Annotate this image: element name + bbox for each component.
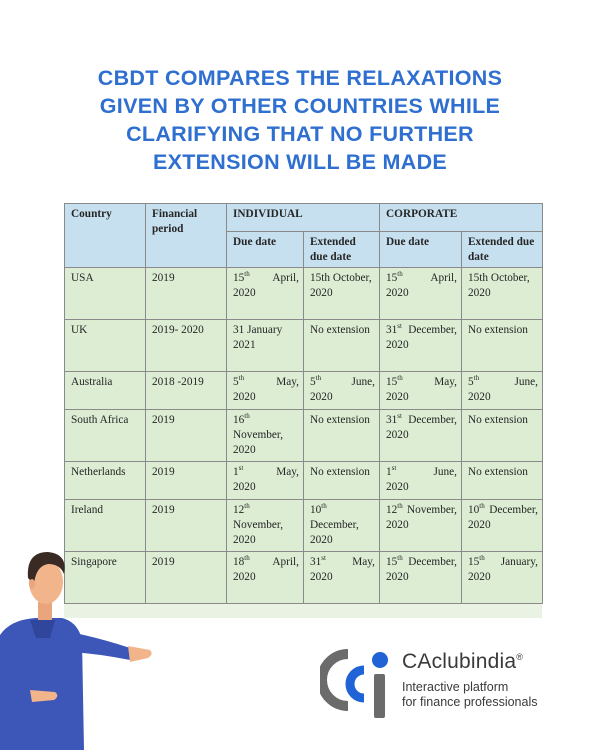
cell-country: Netherlands [65,462,146,500]
date-month: November, [233,429,284,441]
date-line [468,555,538,570]
date-ordinal: th [473,374,480,383]
cell-corporate-due-date [380,372,462,410]
table-row [65,268,543,320]
date-ordinal: th [244,502,250,511]
date-day: 5 [468,376,474,388]
date-line [468,375,538,390]
cell-corporate-due-date [380,552,462,604]
date-month: April, [272,556,299,568]
date-day: 18 [233,556,245,568]
date-day: 10 [310,504,322,516]
brand-tagline-line: for finance professionals [402,695,538,709]
table-row [65,462,543,500]
cell-individual-due-date [227,500,304,552]
date-year: 2020 [233,571,256,583]
date-day: 5 [233,376,239,388]
brand-tagline-line: Interactive platform [402,680,509,694]
cell-individual-due-date [227,552,304,604]
table-row [65,410,543,462]
cell-corporate-due-date [380,500,462,552]
cell-individual-due-date [227,268,304,320]
date-month: May, [434,376,457,388]
date-ordinal: st [397,322,402,331]
headline-line: EXTENSION WILL BE MADE [152,150,448,174]
date-day: 15 [386,376,398,388]
cell-text: No extension [310,324,370,336]
date-month: November, [233,519,284,531]
cell-text: 15th October, 2020 [468,272,530,299]
date-month: January, [500,556,538,568]
date-day: 15 [386,556,398,568]
date-line [386,503,457,518]
headline [30,64,570,176]
cell-individual-extended-due-date [304,268,380,320]
cell-individual-extended-due-date [304,320,380,372]
date-month: May, [352,556,375,568]
cell-country: Australia [65,372,146,410]
date-day: 1 [386,466,392,478]
cell-country: Singapore [65,552,146,604]
cell-corporate-due-date [380,462,462,500]
caclubindia-logo-mark-icon [320,640,400,722]
date-month: June, [433,466,457,478]
date-ordinal: st [391,464,397,473]
date-month: December, [408,414,457,426]
date-day: 16 [233,414,245,426]
cell-individual-due-date [227,410,304,462]
cell-text: No extension [468,414,528,426]
date-day: 31 [386,324,398,336]
date-year: 2020 [386,339,409,351]
cell-financial-period: 2019 [146,462,227,500]
date-month: April, [430,272,457,284]
date-ordinal: th [397,554,403,563]
date-day: 31 [310,556,322,568]
cell-financial-period: 2019 [146,410,227,462]
date-line [386,375,457,390]
date-year: 2020 [310,571,333,583]
headline-line: CBDT COMPARES THE RELAXATIONS [97,66,503,90]
cell-country: Ireland [65,500,146,552]
date-day: 1 [233,466,239,478]
brand-tagline [402,680,572,710]
date-day: 15 [233,272,245,284]
date-day: 31 [386,414,398,426]
cell-corporate-extended-due-date [462,500,543,552]
date-year: 2020 [386,571,409,583]
date-ordinal: th [244,554,250,563]
date-day: 10 [468,504,480,516]
cell-country: USA [65,268,146,320]
cell-corporate-extended-due-date [462,268,543,320]
date-ordinal: th [397,502,403,511]
header-financial-period: Financial period [146,204,227,268]
date-day: 5 [310,376,316,388]
cell-financial-period: 2019 [146,500,227,552]
cell-corporate-due-date [380,268,462,320]
date-line [310,555,375,570]
cell-corporate-due-date [380,320,462,372]
caclubindia-logo [320,640,570,730]
date-line [386,271,457,286]
date-year: 2020 [386,519,409,531]
date-year: 2020 [468,391,491,403]
header-corporate: CORPORATE [380,204,543,232]
cell-individual-extended-due-date [304,500,380,552]
cell-individual-extended-due-date [304,552,380,604]
date-day: 15 [468,556,480,568]
date-ordinal: th [238,374,245,383]
date-year: 2020 [233,444,256,456]
cell-corporate-extended-due-date [462,462,543,500]
cell-corporate-extended-due-date [462,320,543,372]
header-individual: INDIVIDUAL [227,204,380,232]
date-month: May, [276,376,299,388]
cell-text: 31 January 2021 [233,324,283,351]
cell-individual-due-date [227,320,304,372]
date-line [310,503,375,533]
date-line [233,503,299,533]
date-year: 2020 [386,287,409,299]
date-year: 2020 [310,391,333,403]
header-individual-due-date: Due date [227,232,304,268]
date-line [233,271,299,286]
date-ordinal: st [238,464,244,473]
date-month: May, [276,466,299,478]
headline-line: CLARIFYING THAT NO FURTHER [126,122,474,146]
cell-corporate-due-date [380,410,462,462]
cell-country: UK [65,320,146,372]
cell-financial-period: 2018 -2019 [146,372,227,410]
date-day: 15 [386,272,398,284]
date-line [233,555,299,570]
cell-country: South Africa [65,410,146,462]
cell-individual-due-date [227,372,304,410]
date-line [468,503,538,518]
table-row [65,320,543,372]
date-month: December, [408,556,457,568]
cell-corporate-extended-due-date [462,410,543,462]
presenter-person-icon [0,540,160,750]
date-line [386,465,457,480]
date-month: June, [351,376,375,388]
date-month: December, [489,504,538,516]
date-year: 2020 [233,391,256,403]
date-ordinal: th [479,502,485,511]
date-year: 2020 [233,287,256,299]
date-line [310,375,375,390]
cell-text: 15th October, 2020 [310,272,372,299]
table-row [65,372,543,410]
cell-text: No extension [468,466,528,478]
date-ordinal: th [244,270,250,279]
cell-individual-extended-due-date [304,410,380,462]
date-year: 2020 [386,429,409,441]
header-corporate-extended-due-date: Extended due date [462,232,543,268]
date-day: 12 [233,504,245,516]
cell-corporate-extended-due-date [462,372,543,410]
header-individual-extended-due-date: Extended due date [304,232,380,268]
date-line [233,413,299,443]
brand-name-text: CAclubindia [402,650,517,673]
cell-financial-period: 2019 [146,268,227,320]
date-ordinal: th [397,270,403,279]
date-ordinal: th [321,502,327,511]
date-month: December, [408,324,457,336]
date-year: 2020 [310,534,333,546]
date-ordinal: st [321,554,326,563]
date-year: 2020 [386,481,409,493]
date-day: 12 [386,504,398,516]
cell-financial-period: 2019- 2020 [146,320,227,372]
date-month: April, [272,272,299,284]
date-year: 2020 [233,534,256,546]
date-line [386,413,457,428]
date-line [386,555,457,570]
cell-individual-extended-due-date [304,462,380,500]
date-year: 2020 [386,391,409,403]
date-ordinal: st [397,412,402,421]
header-corporate-due-date: Due date [380,232,462,268]
cell-corporate-extended-due-date [462,552,543,604]
date-ordinal: th [315,374,322,383]
header-country: Country [65,204,146,268]
date-month: June, [514,376,538,388]
date-ordinal: th [479,554,485,563]
headline-line: GIVEN BY OTHER COUNTRIES WHILE [99,94,501,118]
date-year: 2020 [233,481,256,493]
date-year: 2020 [468,571,491,583]
date-line [233,375,299,390]
date-line [233,465,299,480]
cell-text: No extension [310,466,370,478]
date-ordinal: th [244,412,250,421]
registered-mark: ® [516,652,524,662]
cell-text: No extension [310,414,370,426]
date-line [386,323,457,338]
brand-name [402,650,523,674]
cell-text: No extension [468,324,528,336]
cell-individual-due-date [227,462,304,500]
date-month: November, [406,504,457,516]
date-month: December, [310,519,359,531]
date-ordinal: th [397,374,403,383]
date-year: 2020 [468,519,491,531]
cell-individual-extended-due-date [304,372,380,410]
cell-financial-period: 2019 [146,552,227,604]
